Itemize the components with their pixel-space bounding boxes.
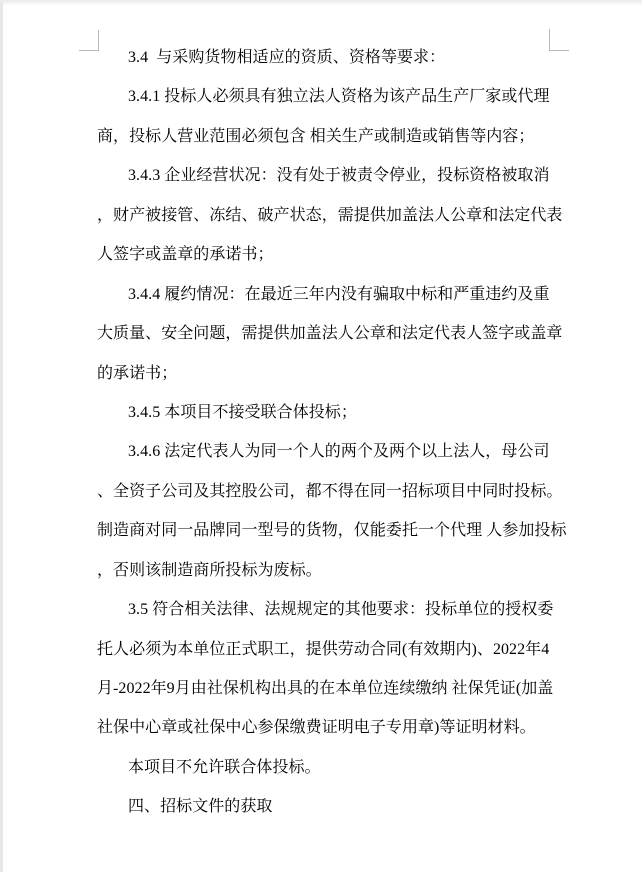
text-line: 3.4.3 企业经营状况：没有处于被责令停业，投标资格被取消 bbox=[128, 167, 550, 185]
text-line: 人签字或盖章的承诺书； bbox=[97, 246, 274, 264]
text-line: ，否则该制造商所投标为废标。 bbox=[97, 561, 322, 579]
text-line: 托人必须为本单位正式职工，提供劳动合同(有效期内)、2022年4 bbox=[97, 640, 550, 658]
text-line: 、全资子公司及其控股公司，都不得在同一招标项目中同时投标。 bbox=[97, 482, 563, 500]
text-line: 四、招标文件的获取 bbox=[128, 798, 273, 816]
viewer-top-edge bbox=[0, 0, 642, 5]
text-line: 3.4.5 本项目不接受联合体投标； bbox=[128, 403, 357, 421]
viewer-left-edge bbox=[0, 2, 3, 872]
text-line: 3.5 符合相关法律、法规规定的其他要求：投标单位的授权委 bbox=[128, 601, 554, 619]
text-line: 3.4 与采购货物相适应的资质、资格等要求： bbox=[128, 49, 446, 66]
text-line: 的承诺书； bbox=[97, 364, 178, 382]
text-line: 大质量、安全问题，需提供加盖法人公章和法定代表人签字或盖章 bbox=[97, 325, 563, 343]
text-line: 3.4.6 法定代表人为同一个人的两个及两个以上法人，母公司 bbox=[128, 443, 550, 461]
margin-crop-mark-top-left bbox=[79, 30, 99, 51]
text-line: ，财产被接管、冻结、破产状态，需提供加盖法人公章和法定代表 bbox=[97, 206, 563, 224]
text-line: 商，投标人营业范围必须包含 相关生产或制造或销售等内容； bbox=[97, 127, 535, 145]
text-line: 3.4.1 投标人必须具有独立法人资格为该产品生产厂家或代理 bbox=[128, 88, 550, 106]
text-line: 本项目不允许联合体投标。 bbox=[128, 758, 321, 776]
text-body bbox=[97, 38, 567, 827]
text-line: 社保中心章或社保中心参保缴费证明电子专用章)等证明材料。 bbox=[97, 719, 536, 737]
text-line: 3.4.4 履约情况：在最近三年内没有骗取中标和严重违约及重 bbox=[128, 285, 550, 303]
text-line: 月-2022年9月由社保机构出具的在本单位连续缴纳 社保凭证(加盖 bbox=[97, 680, 554, 697]
text-line: 制造商对同一品牌同一型号的货物，仅能委托一个代理 人参加投标 bbox=[97, 522, 567, 540]
